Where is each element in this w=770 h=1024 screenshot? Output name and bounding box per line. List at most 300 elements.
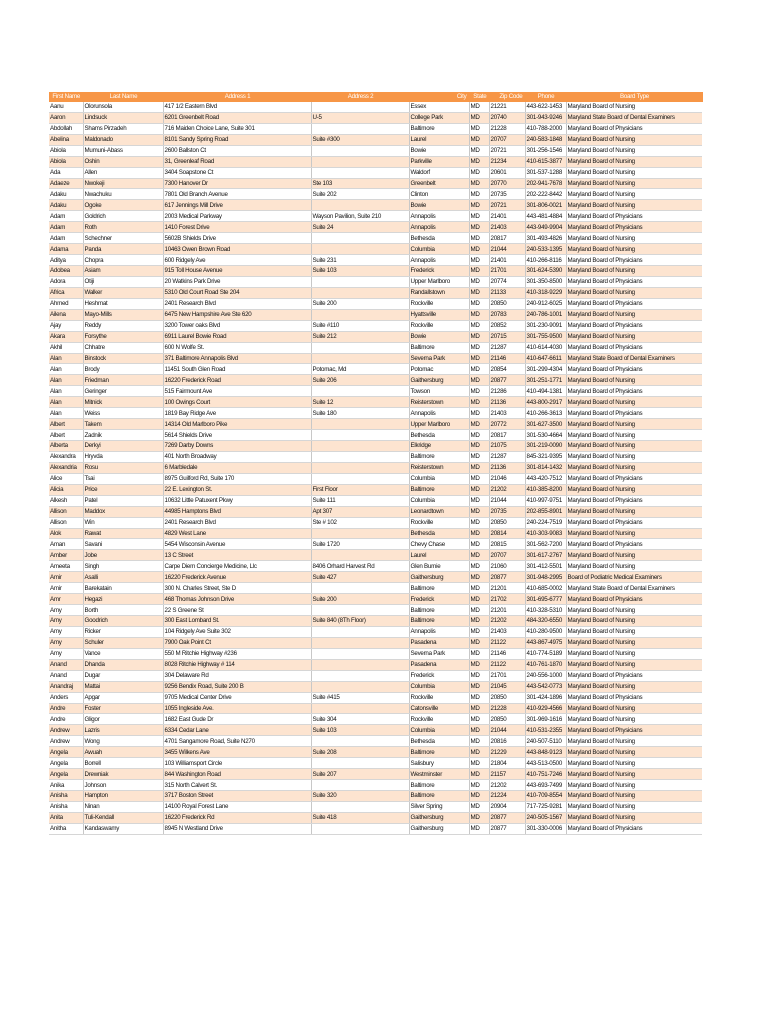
table-row [49, 462, 702, 473]
cell-first-name: Abiola [49, 145, 83, 156]
cell-state: MD [469, 320, 489, 331]
cell-address-1: 300 East Lombard St. [163, 616, 311, 627]
cell-state: MD [469, 605, 489, 616]
table-row [49, 276, 702, 287]
cell-first-name: Alan [49, 386, 83, 397]
cell-board-type: Maryland Board of Nursing [566, 605, 702, 616]
cell-city: Columbia [409, 473, 469, 484]
cell-zip-code: 21075 [489, 441, 525, 452]
cell-state: MD [469, 517, 489, 528]
cell-city: Columbia [409, 725, 469, 736]
cell-city: Baltimore [409, 605, 469, 616]
cell-address-2: Suite 180 [311, 408, 409, 419]
cell-zip-code: 20877 [489, 572, 525, 583]
cell-city: Essex [409, 102, 469, 112]
cell-zip-code: 20850 [489, 298, 525, 309]
cell-board-type: Maryland Board of Nursing [566, 462, 702, 473]
cell-city: Upper Marlboro [409, 276, 469, 287]
cell-address-2 [311, 659, 409, 670]
cell-state: MD [469, 462, 489, 473]
table-row [49, 769, 702, 780]
cell-board-type: Maryland Board of Nursing [566, 703, 702, 714]
table-row [49, 211, 702, 222]
cell-board-type: Maryland Board of Physicians [566, 342, 702, 353]
cell-zip-code: 21060 [489, 561, 525, 572]
cell-address-1: 300 N. Charles Street, Ste D [163, 583, 311, 594]
table-row [49, 561, 702, 572]
cell-phone: 301-948-2995 [525, 572, 566, 583]
cell-state: MD [469, 550, 489, 561]
cell-last-name: Mumuni-Abass [83, 145, 163, 156]
cell-city: Bethesda [409, 736, 469, 747]
cell-phone: 240-556-1000 [525, 670, 566, 681]
cell-address-2 [311, 145, 409, 156]
cell-phone: 202-941-7678 [525, 178, 566, 189]
cell-board-type: Maryland Board of Nursing [566, 681, 702, 692]
cell-zip-code: 20772 [489, 419, 525, 430]
table-row [49, 233, 702, 244]
cell-address-1: 550 M Ritchie Highway #236 [163, 648, 311, 659]
cell-phone: 301-230-9091 [525, 320, 566, 331]
cell-first-name: Africa [49, 287, 83, 298]
cell-last-name: Shams Pirzadeh [83, 123, 163, 134]
cell-state: MD [469, 725, 489, 736]
cell-zip-code: 21201 [489, 605, 525, 616]
cell-last-name: Savani [83, 539, 163, 550]
table-row [49, 375, 702, 386]
cell-first-name: Aman [49, 539, 83, 550]
cell-city: Silver Spring [409, 801, 469, 812]
cell-address-2 [311, 637, 409, 648]
cell-board-type: Maryland Board of Physicians [566, 473, 702, 484]
cell-address-1: 3455 Wilkens Ave [163, 747, 311, 758]
cell-state: MD [469, 430, 489, 441]
cell-first-name: Ada [49, 167, 83, 178]
header-city: City [409, 92, 469, 102]
cell-first-name: Alberta [49, 441, 83, 452]
cell-city: Severna Park [409, 353, 469, 364]
cell-address-1: 103 Williamsport Circle [163, 758, 311, 769]
cell-last-name: Vance [83, 648, 163, 659]
cell-board-type: Maryland Board of Nursing [566, 200, 702, 211]
cell-board-type: Maryland Board of Nursing [566, 375, 702, 386]
cell-first-name: Amy [49, 626, 83, 637]
cell-address-2 [311, 648, 409, 659]
cell-address-2 [311, 462, 409, 473]
cell-last-name: Borrell [83, 758, 163, 769]
header-last-name: Last Name [83, 92, 163, 102]
cell-state: MD [469, 812, 489, 823]
table-row [49, 156, 702, 167]
cell-phone: 301-814-1432 [525, 462, 566, 473]
cell-phone: 410-266-8116 [525, 255, 566, 266]
cell-address-2: Suite #110 [311, 320, 409, 331]
cell-last-name: Hryvda [83, 451, 163, 462]
cell-zip-code: 21228 [489, 123, 525, 134]
cell-phone: 410-774-5189 [525, 648, 566, 659]
cell-phone: 410-328-5310 [525, 605, 566, 616]
cell-address-1: 44985 Hamptons Blvd [163, 506, 311, 517]
cell-city: Hyattsville [409, 309, 469, 320]
cell-last-name: Asiam [83, 266, 163, 277]
header-zip-code: Zip Code [489, 92, 525, 102]
cell-board-type: Maryland Board of Nursing [566, 397, 702, 408]
cell-city: Rockville [409, 714, 469, 725]
cell-phone: 240-912-6025 [525, 298, 566, 309]
cell-state: MD [469, 178, 489, 189]
cell-address-1: 6 Marbledale [163, 462, 311, 473]
cell-zip-code: 21122 [489, 659, 525, 670]
table-row [49, 517, 702, 528]
cell-last-name: Foster [83, 703, 163, 714]
cell-last-name: Schuler [83, 637, 163, 648]
cell-address-1: 315 North Calvert St. [163, 780, 311, 791]
cell-board-type: Maryland Board of Physicians [566, 320, 702, 331]
cell-last-name: Roth [83, 222, 163, 233]
cell-state: MD [469, 780, 489, 791]
cell-address-1: 16220 Frederick Road [163, 375, 311, 386]
cell-address-2: Suite 111 [311, 495, 409, 506]
cell-city: Baltimore [409, 791, 469, 802]
table-row [49, 320, 702, 331]
cell-first-name: Andre [49, 703, 83, 714]
cell-board-type: Maryland State Board of Dental Examiners [566, 112, 702, 123]
table-row [49, 812, 702, 823]
cell-board-type: Maryland Board of Nursing [566, 287, 702, 298]
cell-state: MD [469, 233, 489, 244]
cell-address-1: 7801 Old Branch Avenue [163, 189, 311, 200]
cell-first-name: Amir [49, 572, 83, 583]
cell-state: MD [469, 441, 489, 452]
cell-phone: 301-424-1896 [525, 692, 566, 703]
cell-board-type: Maryland Board of Nursing [566, 769, 702, 780]
table-row [49, 703, 702, 714]
cell-state: MD [469, 594, 489, 605]
cell-phone: 301-251-1771 [525, 375, 566, 386]
cell-address-2 [311, 528, 409, 539]
cell-last-name: Patel [83, 495, 163, 506]
cell-phone: 443-420-7512 [525, 473, 566, 484]
header-first-name: First Name [49, 92, 83, 102]
cell-state: MD [469, 692, 489, 703]
cell-phone: 301-330-0006 [525, 823, 566, 834]
cell-address-2: Suite 206 [311, 375, 409, 386]
cell-address-2: Suite 418 [311, 812, 409, 823]
cell-address-1: 10632 Little Patuxent Pkwy [163, 495, 311, 506]
cell-address-2: Suite 1720 [311, 539, 409, 550]
cell-last-name: Singh [83, 561, 163, 572]
cell-last-name: Nwokeji [83, 178, 163, 189]
cell-address-2: Suite 103 [311, 266, 409, 277]
cell-city: Severna Park [409, 648, 469, 659]
cell-zip-code: 20721 [489, 200, 525, 211]
table-row [49, 451, 702, 462]
cell-phone: 240-533-1395 [525, 244, 566, 255]
table-row [49, 572, 702, 583]
cell-address-2 [311, 583, 409, 594]
cell-zip-code: 21146 [489, 353, 525, 364]
cell-phone: 202-222-8442 [525, 189, 566, 200]
cell-board-type: Maryland Board of Nursing [566, 102, 702, 112]
cell-address-2 [311, 441, 409, 452]
cell-last-name: Kandaswamy [83, 823, 163, 834]
table-row [49, 112, 702, 123]
cell-phone: 410-494-1381 [525, 386, 566, 397]
cell-zip-code: 21136 [489, 397, 525, 408]
cell-address-2: Suite 103 [311, 725, 409, 736]
cell-board-type: Maryland Board of Nursing [566, 561, 702, 572]
cell-phone: 410-614-4030 [525, 342, 566, 353]
cell-state: MD [469, 266, 489, 277]
cell-board-type: Maryland Board of Nursing [566, 528, 702, 539]
cell-zip-code: 20707 [489, 134, 525, 145]
cell-city: Frederick [409, 670, 469, 681]
cell-address-1: Carpe Diem Concierge Medicine, Llc [163, 561, 311, 572]
cell-city: Baltimore [409, 747, 469, 758]
cell-first-name: Alan [49, 375, 83, 386]
cell-first-name: Ahmed [49, 298, 83, 309]
cell-address-1: 6911 Laurel Bowie Road [163, 331, 311, 342]
cell-address-2: Wayson Pavilion, Suite 210 [311, 211, 409, 222]
cell-phone: 202-855-8901 [525, 506, 566, 517]
table-row [49, 266, 702, 277]
cell-zip-code: 20877 [489, 375, 525, 386]
cell-last-name: Friedman [83, 375, 163, 386]
cell-last-name: Rosu [83, 462, 163, 473]
cell-city: Annapolis [409, 408, 469, 419]
cell-address-2: Suite 231 [311, 255, 409, 266]
cell-address-2 [311, 801, 409, 812]
cell-address-1: 13 C Street [163, 550, 311, 561]
table-row [49, 419, 702, 430]
cell-address-2: Suite 320 [311, 791, 409, 802]
cell-address-2 [311, 823, 409, 834]
table-row [49, 353, 702, 364]
table-row [49, 616, 702, 627]
cell-address-1: 8028 Ritchie Highway # 114 [163, 659, 311, 670]
cell-last-name: Mattai [83, 681, 163, 692]
cell-first-name: Adam [49, 211, 83, 222]
table-row [49, 506, 702, 517]
cell-phone: 484-320-6550 [525, 616, 566, 627]
cell-zip-code: 21702 [489, 594, 525, 605]
cell-state: MD [469, 342, 489, 353]
cell-board-type: Maryland Board of Nursing [566, 134, 702, 145]
cell-first-name: Alan [49, 397, 83, 408]
cell-city: Catonsville [409, 703, 469, 714]
cell-phone: 301-256-1546 [525, 145, 566, 156]
cell-state: MD [469, 145, 489, 156]
cell-last-name: Takem [83, 419, 163, 430]
cell-city: Chevy Chase [409, 539, 469, 550]
cell-state: MD [469, 287, 489, 298]
cell-phone: 443-848-9123 [525, 747, 566, 758]
cell-state: MD [469, 123, 489, 134]
cell-state: MD [469, 626, 489, 637]
cell-zip-code: 21046 [489, 473, 525, 484]
cell-address-2 [311, 386, 409, 397]
cell-address-1: 22 S Greene St [163, 605, 311, 616]
cell-city: Annapolis [409, 626, 469, 637]
cell-phone: 301-969-1616 [525, 714, 566, 725]
cell-last-name: Otiji [83, 276, 163, 287]
cell-city: Bowie [409, 145, 469, 156]
cell-address-1: 8975 Guilford Rd, Suite 170 [163, 473, 311, 484]
cell-address-2 [311, 758, 409, 769]
cell-phone: 443-513-0500 [525, 758, 566, 769]
cell-state: MD [469, 506, 489, 517]
cell-first-name: Aanu [49, 102, 83, 112]
cell-city: Towson [409, 386, 469, 397]
cell-state: MD [469, 102, 489, 112]
cell-state: MD [469, 801, 489, 812]
cell-address-2 [311, 681, 409, 692]
cell-address-2: Suite 208 [311, 747, 409, 758]
cell-last-name: Heshmat [83, 298, 163, 309]
cell-zip-code: 20783 [489, 309, 525, 320]
cell-city: Gaithersburg [409, 375, 469, 386]
cell-board-type: Maryland Board of Nursing [566, 178, 702, 189]
cell-address-1: 10463 Owen Brown Road [163, 244, 311, 255]
cell-address-1: 14314 Old Marlboro Pike [163, 419, 311, 430]
cell-zip-code: 20850 [489, 517, 525, 528]
cell-state: MD [469, 375, 489, 386]
cell-last-name: Tsai [83, 473, 163, 484]
cell-address-1: 468 Thomas Johnson Drive [163, 594, 311, 605]
table-row [49, 659, 702, 670]
cell-zip-code: 21228 [489, 703, 525, 714]
cell-address-1: 1682 East Gude Dr [163, 714, 311, 725]
cell-city: Frederick [409, 266, 469, 277]
header-address-1: Address 1 [163, 92, 311, 102]
cell-zip-code: 21229 [489, 747, 525, 758]
cell-address-2 [311, 156, 409, 167]
cell-city: Reisterstown [409, 462, 469, 473]
cell-address-1: 2401 Research Blvd [163, 298, 311, 309]
cell-state: MD [469, 823, 489, 834]
table-row [49, 244, 702, 255]
cell-last-name: Dugar [83, 670, 163, 681]
cell-city: Laurel [409, 550, 469, 561]
table-row [49, 123, 702, 134]
cell-zip-code: 21044 [489, 495, 525, 506]
cell-first-name: Anisha [49, 791, 83, 802]
cell-state: MD [469, 331, 489, 342]
cell-state: MD [469, 156, 489, 167]
cell-address-1: 7269 Darby Downs [163, 441, 311, 452]
cell-first-name: Anita [49, 812, 83, 823]
cell-board-type: Maryland Board of Nursing [566, 736, 702, 747]
table-row [49, 539, 702, 550]
cell-address-1: 417 1/2 Eastern Blvd [163, 102, 311, 112]
cell-zip-code: 20815 [489, 539, 525, 550]
cell-address-2: U-5 [311, 112, 409, 123]
cell-zip-code: 21403 [489, 222, 525, 233]
cell-address-2: Suite 202 [311, 189, 409, 200]
cell-zip-code: 21045 [489, 681, 525, 692]
cell-address-2 [311, 287, 409, 298]
cell-board-type: Maryland Board of Nursing [566, 506, 702, 517]
table-row [49, 714, 702, 725]
cell-city: Baltimore [409, 451, 469, 462]
cell-zip-code: 21202 [489, 616, 525, 627]
cell-address-2: First Floor [311, 484, 409, 495]
table-row [49, 495, 702, 506]
cell-last-name: Oshin [83, 156, 163, 167]
cell-last-name: Hampton [83, 791, 163, 802]
cell-address-2: Suite 200 [311, 594, 409, 605]
cell-first-name: Akara [49, 331, 83, 342]
cell-phone: 410-751-7246 [525, 769, 566, 780]
cell-address-1: 401 North Broadway [163, 451, 311, 462]
cell-city: College Park [409, 112, 469, 123]
cell-first-name: Amy [49, 637, 83, 648]
cell-first-name: Alkesh [49, 495, 83, 506]
cell-city: Rockville [409, 517, 469, 528]
cell-last-name: Apgar [83, 692, 163, 703]
cell-city: Gaithersburg [409, 823, 469, 834]
cell-zip-code: 21202 [489, 780, 525, 791]
cell-first-name: Amber [49, 550, 83, 561]
cell-board-type: Maryland State Board of Dental Examiners [566, 353, 702, 364]
cell-address-2: Apt 307 [311, 506, 409, 517]
table-row [49, 287, 702, 298]
cell-address-1: 304 Delaware Rd [163, 670, 311, 681]
cell-state: MD [469, 791, 489, 802]
table-row [49, 145, 702, 156]
table-row [49, 397, 702, 408]
cell-address-1: 5614 Shields Drive [163, 430, 311, 441]
cell-zip-code: 20735 [489, 189, 525, 200]
cell-board-type: Maryland Board of Nursing [566, 145, 702, 156]
cell-state: MD [469, 397, 489, 408]
cell-address-2 [311, 626, 409, 637]
cell-last-name: Goodrich [83, 616, 163, 627]
cell-zip-code: 21146 [489, 648, 525, 659]
cell-city: Salisbury [409, 758, 469, 769]
cell-zip-code: 21221 [489, 102, 525, 112]
cell-board-type: Maryland Board of Nursing [566, 430, 702, 441]
cell-address-1: 1819 Bay Ridge Ave [163, 408, 311, 419]
cell-first-name: Alice [49, 473, 83, 484]
table-row [49, 594, 702, 605]
cell-address-2 [311, 167, 409, 178]
cell-state: MD [469, 769, 489, 780]
cell-zip-code: 20852 [489, 320, 525, 331]
cell-address-1: 6475 New Hampshire Ave Ste 620 [163, 309, 311, 320]
cell-board-type: Maryland Board of Nursing [566, 167, 702, 178]
cell-last-name: Maddox [83, 506, 163, 517]
cell-last-name: Awuah [83, 747, 163, 758]
cell-board-type: Maryland Board of Physicians [566, 725, 702, 736]
cell-phone: 240-507-5110 [525, 736, 566, 747]
cell-first-name: Anand [49, 659, 83, 670]
cell-address-1: 3404 Soapstone Ct [163, 167, 311, 178]
cell-state: MD [469, 539, 489, 550]
cell-zip-code: 21701 [489, 266, 525, 277]
cell-address-1: 716 Maiden Choice Lane, Suite 301 [163, 123, 311, 134]
cell-last-name: Dhanda [83, 659, 163, 670]
cell-last-name: Brody [83, 364, 163, 375]
cell-board-type: Maryland Board of Nursing [566, 714, 702, 725]
cell-zip-code: 20715 [489, 331, 525, 342]
table-row [49, 747, 702, 758]
cell-zip-code: 21044 [489, 725, 525, 736]
cell-address-1: 14100 Royal Forest Lane [163, 801, 311, 812]
table-row [49, 473, 702, 484]
header-row [49, 92, 702, 102]
cell-first-name: Akhil [49, 342, 83, 353]
